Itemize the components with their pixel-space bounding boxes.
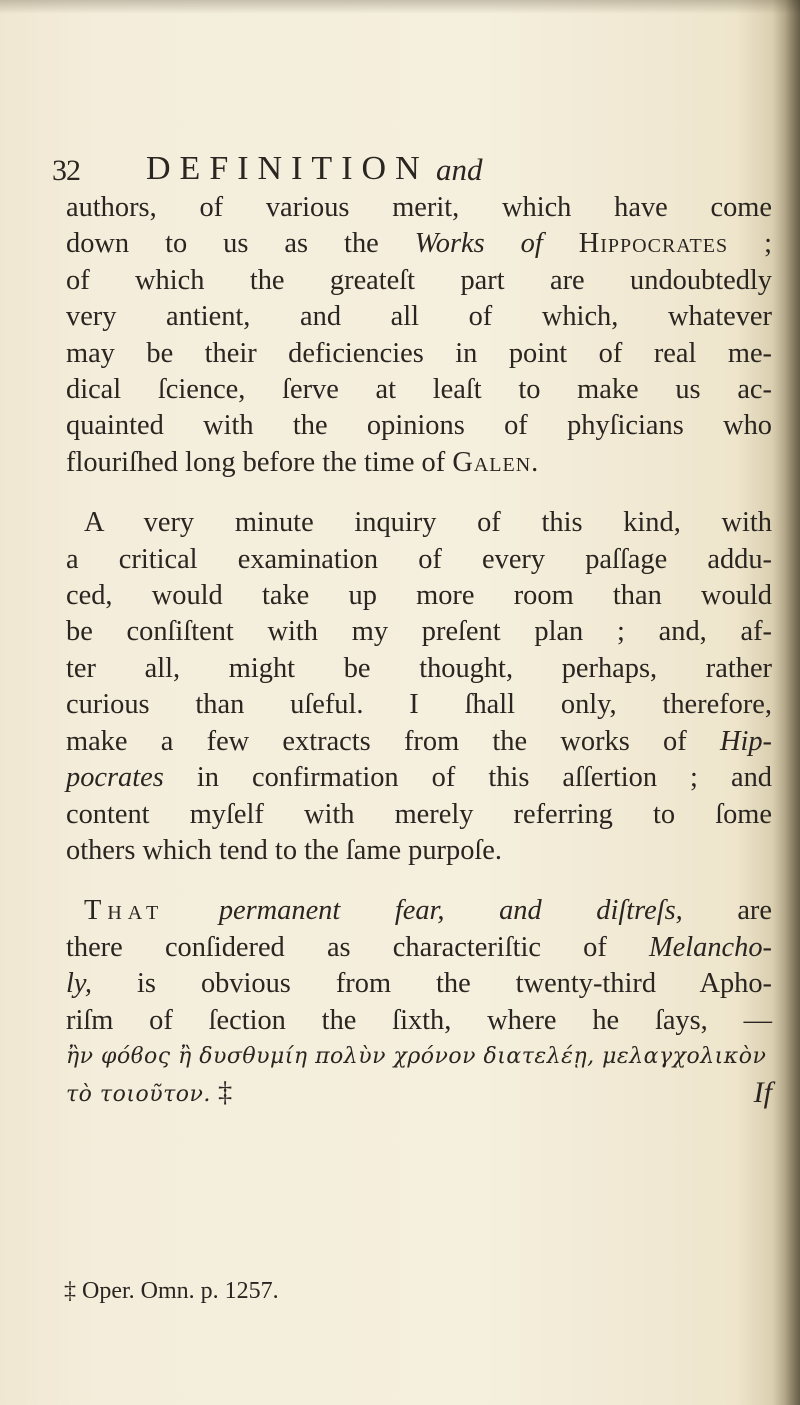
text-line: be conſiſtent with my preſent plan ; and, af- — [66, 616, 772, 648]
text-line — [66, 445, 772, 481]
fear-distress-italic: permanent fear, and diſtreſs, — [218, 895, 683, 927]
hippocrates-name: Hippocrates — [578, 228, 729, 260]
hippocrates-italic: pocrates — [66, 762, 164, 794]
melancholy-italic: ly, — [66, 968, 93, 1000]
page-top-shadow — [0, 0, 800, 14]
text-line: very antient, and all of which, whatever — [66, 301, 772, 333]
running-head-title: DEFINITION — [146, 150, 429, 187]
text-line: ter all, might be thought, perhaps, rather — [66, 652, 772, 684]
page-number: 32 — [52, 154, 80, 187]
text-line: content myſelf with merely referring to ſome — [66, 798, 772, 830]
text-line: riſm of ſection the ſixth, where he ſays, — — [66, 1004, 772, 1036]
text-line — [66, 724, 772, 760]
text-span: down to us as the — [66, 228, 415, 260]
catchword: If — [753, 1076, 772, 1110]
text-span: ; — [728, 228, 772, 260]
that-smallcaps: That — [84, 895, 165, 927]
text-line — [66, 226, 772, 262]
text-line — [66, 760, 772, 796]
text-line: others which tend to the ſame purpoſe. — [66, 834, 502, 866]
body-text — [66, 190, 772, 1114]
running-head — [52, 150, 772, 190]
text-line — [66, 1075, 772, 1113]
footnote-mark: ‡ — [217, 1077, 233, 1109]
footnote: ‡ Oper. Omn. p. 1257. — [64, 1278, 279, 1304]
paragraph-1 — [66, 190, 772, 481]
greek-quotation: τὸ τοιοῦτον. — [66, 1082, 211, 1108]
text-line: a critical examination of every paſſage addu- — [66, 543, 772, 575]
melancholy-italic: Melancho- — [649, 931, 772, 963]
text-line — [66, 930, 772, 966]
text-span: there conſidered as characteriſtic of — [66, 931, 650, 963]
greek-quotation: ἢν φόϐος ἢ δυσθυμίη πολὺν χρόνον διατελέῃ, μελαγχολικὸν — [66, 1043, 767, 1069]
text-line — [66, 893, 772, 929]
text-line: quainted with the opinions of phyſicians who — [66, 410, 772, 442]
hippocrates-italic: Hip- — [719, 725, 772, 757]
text-line — [66, 966, 772, 1002]
galen-name: Galen. — [452, 446, 540, 478]
text-line: authors, of various merit, which have come — [66, 192, 772, 223]
text-span: is obvious from the twenty-third Apho- — [92, 968, 772, 1000]
paragraph-2 — [66, 505, 772, 869]
paragraph-3 — [66, 893, 772, 1113]
text-line: dical ſcience, ſerve at leaſt to make us ac- — [66, 374, 772, 406]
text-line: ced, would take up more room than would — [66, 580, 772, 612]
text-span: are — [682, 895, 772, 927]
works-of-italic: Works of — [414, 228, 543, 260]
page-spine-shadow — [772, 0, 800, 1405]
text-line: curious than uſeful. I ſhall only, therefore, — [66, 689, 772, 721]
text-span: make a few extracts from the works of — [66, 725, 720, 757]
text-line: of which the greateſt part are undoubtedly — [66, 264, 772, 296]
text-span: A very minute inquiry of this kind, with — [84, 507, 772, 539]
text-line — [66, 505, 772, 541]
text-line: may be their deficiencies in point of real me- — [66, 337, 772, 369]
text-span: in confirmation of this aſſertion ; and — [163, 762, 772, 794]
text-span: flouriſhed long before the time of — [66, 446, 453, 478]
running-head-and: and — [436, 152, 483, 187]
